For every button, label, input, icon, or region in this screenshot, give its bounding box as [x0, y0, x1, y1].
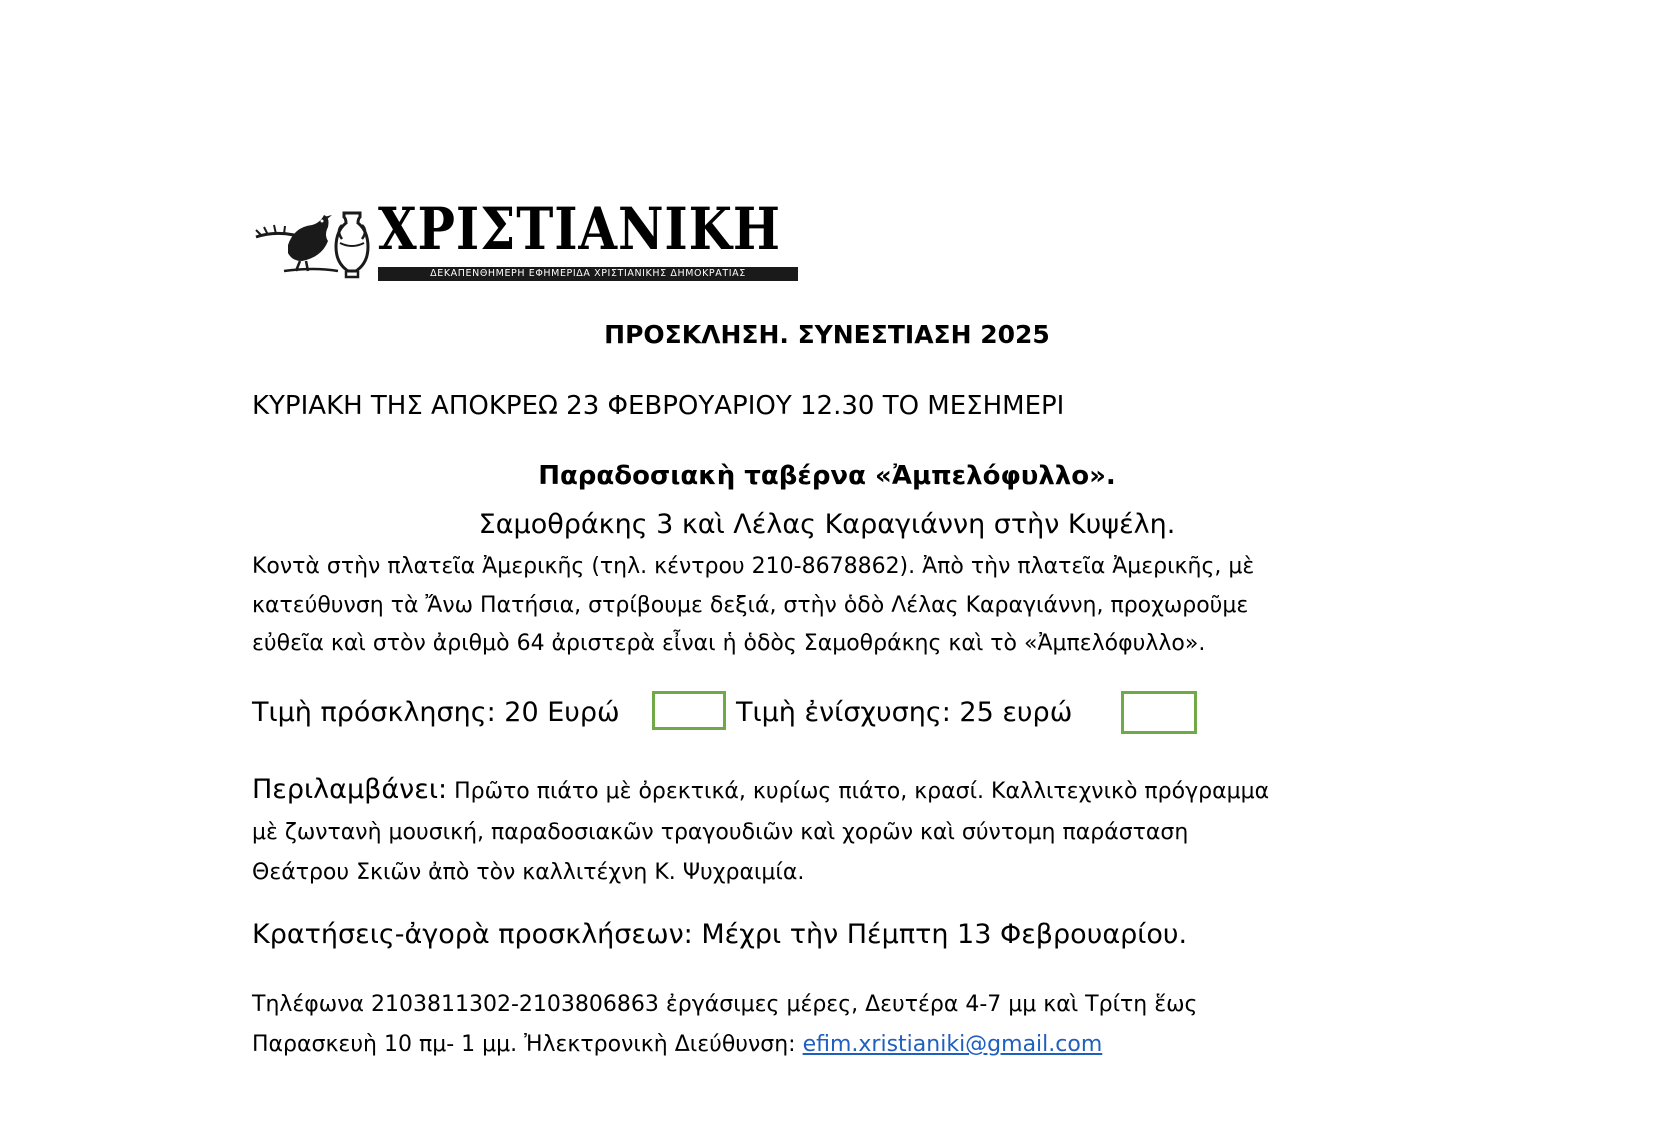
price-invitation-checkbox[interactable]: [652, 691, 726, 730]
price-support-label: Τιμὴ ἐνίσχυσης: 25 ευρώ: [736, 697, 1073, 728]
contact-phones: Τηλέφωνα 2103811302-2103806863 ἐργάσιμες μέρες, Δευτέρα 4-7 μμ καὶ Τρίτη ἕως: [252, 992, 1198, 1017]
price-support-checkbox[interactable]: [1121, 691, 1197, 734]
masthead-subtitle: ΔΕΚΑΠΕΝΘΗΜΕΡΗ ΕΦΗΜΕΡΙΔΑ ΧΡΙΣΤΙΑΝΙΚΗΣ ΔΗΜΟΚΡΑΤΙΑΣ: [378, 267, 798, 281]
bird-with-amphora-icon: [254, 205, 372, 281]
includes-text: Πρῶτο πιάτο μὲ ὀρεκτικά, κυρίως πιάτο, κρασί. Καλλιτεχνικὸ πρόγραμμα: [447, 779, 1270, 804]
includes-line: μὲ ζωντανὴ μουσική, παραδοσιακῶν τραγουδιῶν καὶ χορῶν καὶ σύντομη παράσταση: [252, 819, 1189, 845]
reservations-deadline: Κρατήσεις-ἀγορὰ προσκλήσεων: Μέχρι τὴν Πέμπτη 13 Φεβρουαρίου.: [252, 919, 1188, 950]
venue-name: Παραδοσιακὴ ταβέρνα «Ἀμπελόφυλλο».: [538, 461, 1116, 491]
price-invitation-label: Τιμὴ πρόσκλησης: 20 Ευρώ: [252, 697, 620, 728]
venue-directions: [252, 548, 1254, 664]
contact-email-line: [252, 1025, 1197, 1065]
event-datetime: ΚΥΡΙΑΚΗ ΤΗΣ ΑΠΟΚΡΕΩ 23 ΦΕΒΡΟΥΑΡΙΟΥ 12.30 ΤΟ ΜΕΣΗΜΕΡΙ: [252, 391, 1065, 421]
masthead-title: ΧΡΙΣΤΙΑΝΙΚΗ: [378, 195, 781, 263]
directions-line: κατεύθυνση τὰ Ἄνω Πατήσια, στρίβουμε δεξιά, στὴν ὁδὸ Λέλας Καραγιάννη, προχωροῦμε: [252, 592, 1249, 618]
contact-email-link[interactable]: efim.xristianiki@gmail.com: [802, 1032, 1103, 1057]
includes-section: [252, 770, 1269, 894]
venue-address: Σαμοθράκης 3 καὶ Λέλας Καραγιάννη στὴν Κυψέλη.: [478, 509, 1176, 540]
directions-line: εὐθεῖα καὶ στὸν ἀριθμὸ 64 ἀριστερὰ εἶναι ἡ ὁδὸς Σαμοθράκης καὶ τὸ «Ἀμπελόφυλλο».: [252, 631, 1206, 656]
includes-line: [252, 770, 1269, 813]
contact-hours: Παρασκευὴ 10 πμ- 1 μμ. Ἠλεκτρονικὴ Διεύθυνση:: [252, 1032, 803, 1057]
directions-line: Κοντὰ στὴν πλατεῖα Ἀμερικῆς (τηλ. κέντρου 210-8678862). Ἀπὸ τὴν πλατεῖα Ἀμερικῆς, μὲ: [252, 554, 1255, 579]
includes-line: Θεάτρου Σκιῶν ἀπὸ τὸν καλλιτέχνη Κ. Ψυχραιμία.: [252, 860, 805, 885]
contact-section: [252, 985, 1197, 1065]
includes-label: Περιλαμβάνει:: [252, 774, 448, 805]
invitation-title: ΠΡΟΣΚΛΗΣΗ. ΣΥΝΕΣΤΙΑΣΗ 2025: [604, 320, 1050, 349]
